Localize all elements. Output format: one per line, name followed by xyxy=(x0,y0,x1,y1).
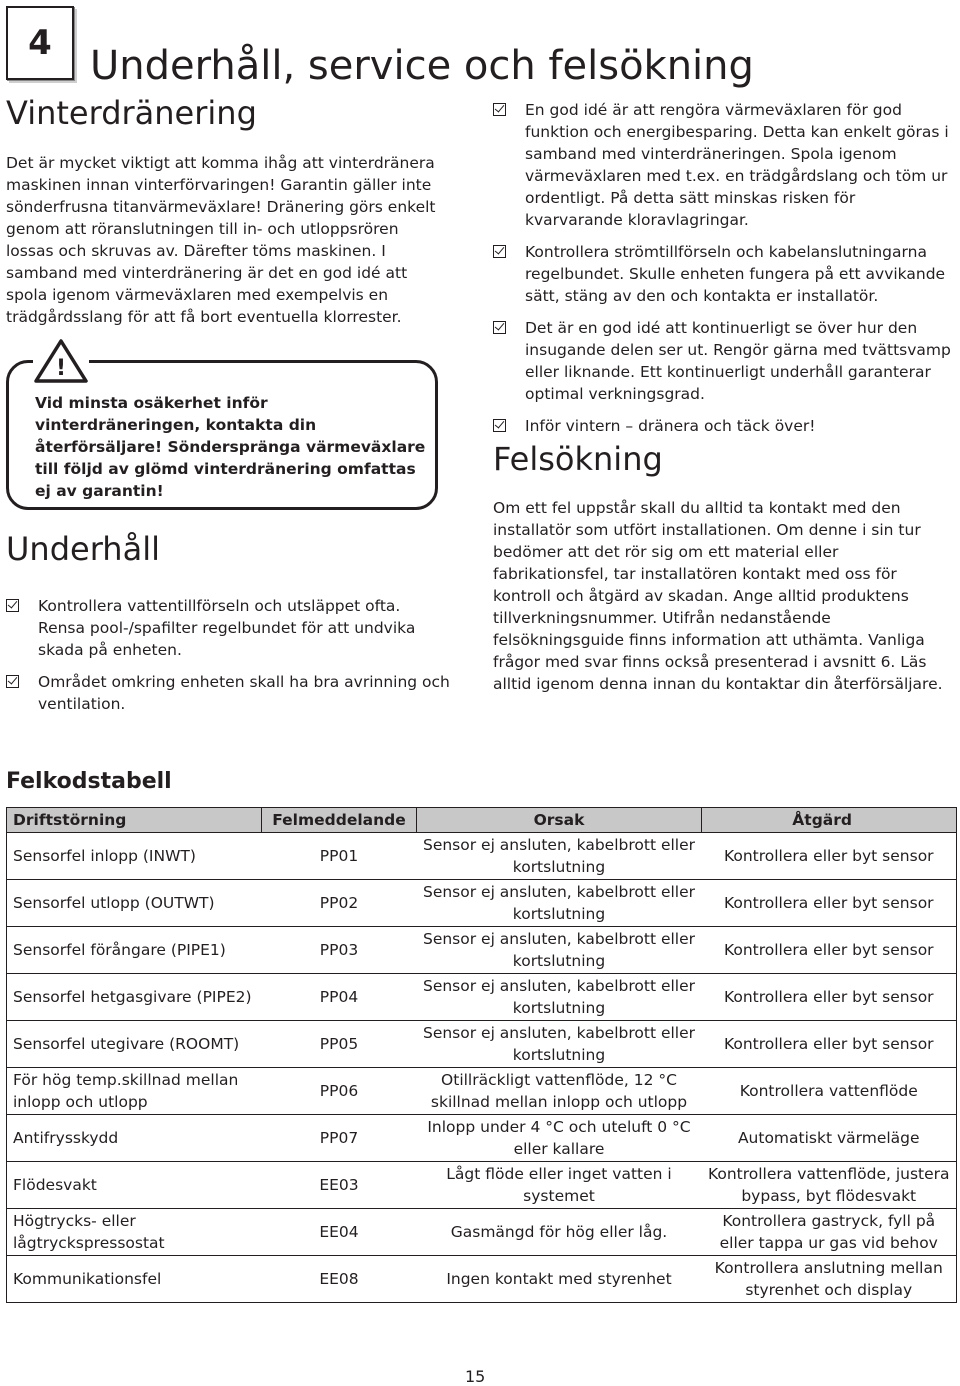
table-row xyxy=(7,1209,957,1256)
table-row xyxy=(7,1021,957,1068)
cell-driftstorning: Sensorfel hetgasgivare (PIPE2) xyxy=(7,974,262,1021)
cell-orsak: Gasmängd för hög eller låg. xyxy=(417,1209,702,1256)
chapter-title: Underhåll, service och felsökning xyxy=(90,42,754,89)
heading-felsokning: Felsökning xyxy=(493,440,663,478)
checklist-item xyxy=(493,241,955,307)
cell-driftstorning: Sensorfel utegivare (ROOMT) xyxy=(7,1021,262,1068)
checklist-item-text: Inför vintern – dränera och täck över! xyxy=(525,417,816,435)
cell-atgard: Kontrollera anslutning mellan styrenhet och display xyxy=(702,1256,957,1303)
chapter-number: 4 xyxy=(28,23,52,63)
warning-text: Vid minsta osäkerhet inför vinterdräneringen, kontakta din återförsäljare! Sönderspränga värmeväxlare till följd av glömd vinterdränering omfattas ej av garantin! xyxy=(35,394,426,500)
heading-underhall: Underhåll xyxy=(6,530,160,568)
table-row xyxy=(7,927,957,974)
table-row xyxy=(7,833,957,880)
checkbox-checked-icon xyxy=(493,103,506,116)
cell-felmeddelande: EE04 xyxy=(262,1209,417,1256)
cell-atgard: Kontrollera eller byt sensor xyxy=(702,927,957,974)
cell-felmeddelande: PP07 xyxy=(262,1115,417,1162)
cell-driftstorning: Högtrycks- eller lågtryckspressostat xyxy=(7,1209,262,1256)
cell-felmeddelande: PP01 xyxy=(262,833,417,880)
table-row xyxy=(7,880,957,927)
underhall-item xyxy=(6,671,450,715)
checkbox-checked-icon xyxy=(493,419,506,432)
cell-orsak: Lågt flöde eller inget vatten i systemet xyxy=(417,1162,702,1209)
felsokning-text: Om ett fel uppstår skall du alltid ta kontakt med den installatör som utfört installationen. Om denne i sin tur bedömer att det rör sig om ett material eller fabrikationsfel, tar installatören kontakt med oss för kontroll och åtgärd av skadan. Ange alltid produktens tillverkningsnummer. Utifrån nedanstående felsökningsguide finns information att uthämta. Vanliga frågor med svar finns också presenterad i avsnitt 6. Läs alltid igenom denna innan du kontaktar din återförsäljare. xyxy=(493,499,943,693)
warning-icon xyxy=(33,338,89,384)
table-header-row xyxy=(7,808,957,833)
cell-orsak: Otillräckligt vattenflöde, 12 °C skillnad mellan inlopp och utlopp xyxy=(417,1068,702,1115)
cell-orsak: Sensor ej ansluten, kabelbrott eller kortslutning xyxy=(417,927,702,974)
cell-driftstorning: Sensorfel inlopp (INWT) xyxy=(7,833,262,880)
cell-atgard: Kontrollera vattenflöde, justera bypass, byt flödesvakt xyxy=(702,1162,957,1209)
cell-driftstorning: Kommunikationsfel xyxy=(7,1256,262,1303)
column-header: Åtgärd xyxy=(702,808,957,833)
cell-driftstorning: Sensorfel förångare (PIPE1) xyxy=(7,927,262,974)
cell-felmeddelande: EE03 xyxy=(262,1162,417,1209)
cell-driftstorning: Sensorfel utlopp (OUTWT) xyxy=(7,880,262,927)
checkbox-checked-icon xyxy=(6,599,19,612)
underhall-item-text: Området omkring enheten skall ha bra avrinning och ventilation. xyxy=(38,673,450,713)
cell-orsak: Ingen kontakt med styrenhet xyxy=(417,1256,702,1303)
cell-atgard: Automatiskt värmeläge xyxy=(702,1115,957,1162)
checklist-item-text: Det är en god idé att kontinuerligt se över hur den insugande delen ser ut. Rengör gärna med tvättsvamp eller liknande. Ett kontinuerligt underhåll garanterar optimal verkningsgrad. xyxy=(525,319,951,403)
cell-driftstorning: För hög temp.skillnad mellan inlopp och utlopp xyxy=(7,1068,262,1115)
checklist-item xyxy=(493,99,955,231)
column-header: Felmeddelande xyxy=(262,808,417,833)
cell-felmeddelande: EE08 xyxy=(262,1256,417,1303)
checklist-item-text: En god idé är att rengöra värmeväxlaren för god funktion och energibesparing. Detta kan enkelt göras i samband med vinterdräneringen. Spola igenom värmeväxlaren med t.ex. en trädgårdslang och töm ur ordentligt. På detta sätt minskas risken för kvarvarande kloravlagringar. xyxy=(525,101,949,229)
checklist-item xyxy=(493,317,955,405)
cell-felmeddelande: PP06 xyxy=(262,1068,417,1115)
cell-orsak: Sensor ej ansluten, kabelbrott eller kortslutning xyxy=(417,880,702,927)
chapter-number-box xyxy=(6,6,74,80)
cell-felmeddelande: PP04 xyxy=(262,974,417,1021)
table-row xyxy=(7,1256,957,1303)
cell-orsak: Sensor ej ansluten, kabelbrott eller kortslutning xyxy=(417,1021,702,1068)
table-row xyxy=(7,974,957,1021)
table-row xyxy=(7,1068,957,1115)
checkbox-checked-icon xyxy=(6,675,19,688)
table-row xyxy=(7,1162,957,1209)
vinterdranering-text: Det är mycket viktigt att komma ihåg att vinterdränera maskinen innan vinterförvaringen! Garantin gäller inte sönderfrusna titanvärmeväxlare! Dränering görs enkelt genom att röranslutningen till in- och utloppsrören lossas och skruvas av. Därefter töms maskinen. I samband med vinterdränering är det en god idé att spola igenom värmeväxlaren med exempelvis en trädgårdsslang för att få bort eventuella klorrester. xyxy=(6,154,436,326)
maintenance-checklist xyxy=(493,99,955,447)
cell-atgard: Kontrollera vattenflöde xyxy=(702,1068,957,1115)
cell-atgard: Kontrollera eller byt sensor xyxy=(702,880,957,927)
checklist-item xyxy=(493,415,955,437)
svg-text:!: ! xyxy=(55,356,67,381)
error-code-table xyxy=(6,807,957,1303)
underhall-checklist xyxy=(6,595,450,725)
cell-atgard: Kontrollera eller byt sensor xyxy=(702,974,957,1021)
cell-orsak: Sensor ej ansluten, kabelbrott eller kortslutning xyxy=(417,974,702,1021)
cell-atgard: Kontrollera gastryck, fyll på eller tappa ur gas vid behov xyxy=(702,1209,957,1256)
underhall-item xyxy=(6,595,450,661)
cell-felmeddelande: PP02 xyxy=(262,880,417,927)
column-header: Orsak xyxy=(417,808,702,833)
heading-vinterdranering: Vinterdränering xyxy=(6,94,257,132)
cell-atgard: Kontrollera eller byt sensor xyxy=(702,1021,957,1068)
checkbox-checked-icon xyxy=(493,321,506,334)
checklist-item-text: Kontrollera strömtillförseln och kabelanslutningarna regelbundet. Skulle enheten fungera på ett avvikande sätt, stäng av den och kontakta er installatör. xyxy=(525,243,946,305)
cell-driftstorning: Flödesvakt xyxy=(7,1162,262,1209)
cell-driftstorning: Antifrysskydd xyxy=(7,1115,262,1162)
underhall-item-text: Kontrollera vattentillförseln och utsläppet ofta. Rensa pool-/spafilter regelbundet för att undvika skada på enheten. xyxy=(38,597,416,659)
cell-orsak: Inlopp under 4 °C och uteluft 0 °C eller kallare xyxy=(417,1115,702,1162)
cell-felmeddelande: PP05 xyxy=(262,1021,417,1068)
page-number: 15 xyxy=(465,1367,486,1386)
table-row xyxy=(7,1115,957,1162)
column-header: Driftstörning xyxy=(7,808,262,833)
cell-atgard: Kontrollera eller byt sensor xyxy=(702,833,957,880)
cell-felmeddelande: PP03 xyxy=(262,927,417,974)
cell-orsak: Sensor ej ansluten, kabelbrott eller kortslutning xyxy=(417,833,702,880)
checkbox-checked-icon xyxy=(493,245,506,258)
table-title: Felkodstabell xyxy=(6,769,172,794)
